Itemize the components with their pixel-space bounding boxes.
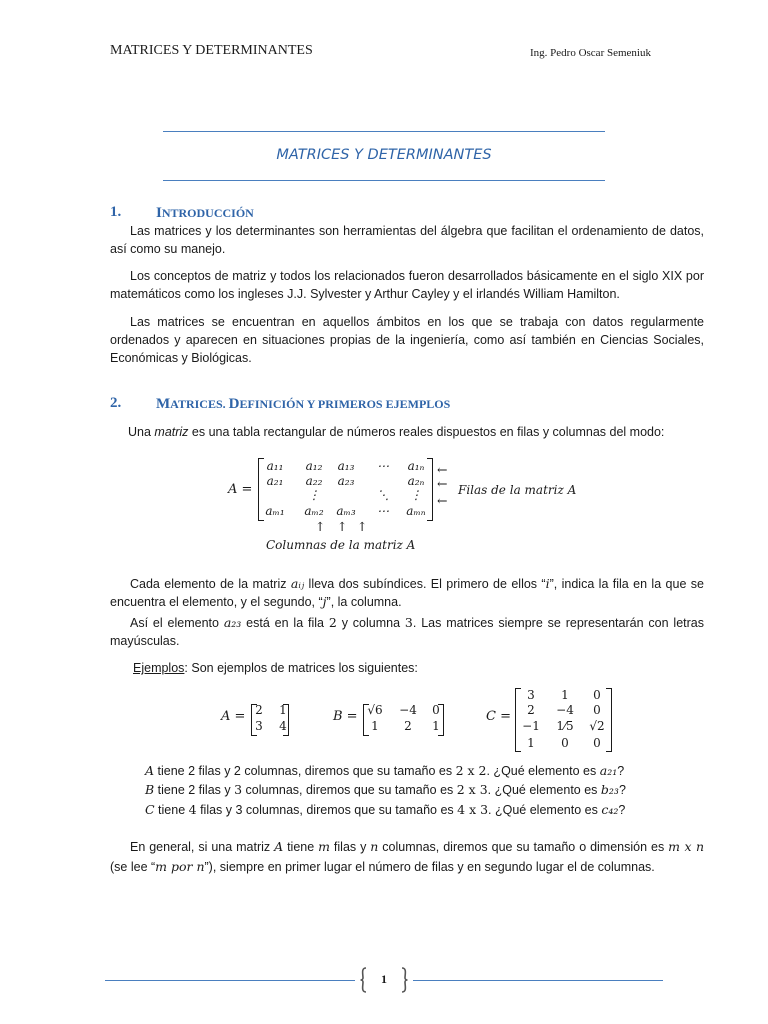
footer-rule-left — [105, 980, 355, 981]
size-a-text: tiene 2 filas y 2 columnas, diremos que su tamaño es — [154, 764, 456, 778]
mC-cell-4-2: 0 — [561, 736, 569, 750]
def-text-post: es una tabla rectangular de números reales dispuestos en filas y columnas del modo: — [188, 425, 665, 439]
elem-text-e: y columna — [336, 616, 405, 630]
running-header-title: MATRICES Y DETERMINANTES — [110, 43, 313, 58]
page-number-box — [360, 967, 408, 993]
mA-cell-2-2: 4 — [279, 719, 287, 733]
section-2-initial-b: D — [228, 396, 240, 412]
gen-cell-1-3: a₁₃ — [337, 459, 355, 473]
gen-math-n: n — [370, 839, 379, 854]
paragraph-element-example — [110, 614, 704, 650]
gen-cell-4-3: aₘ₃ — [336, 504, 356, 518]
title-rule-bottom — [163, 180, 605, 181]
elem-math-2: 2 — [328, 615, 337, 630]
mA-cell-1-1: 2 — [255, 703, 263, 717]
gen-cell-2-2: a₂₂ — [305, 474, 323, 488]
gen-math-mxn: m x n — [668, 839, 704, 854]
section-1-title: NTRODUCCIÓN — [161, 206, 254, 220]
col-arrow-2: ↑ — [337, 519, 348, 534]
gen-math-A: A — [274, 839, 284, 854]
matrix-b-lhs: B = — [333, 709, 358, 724]
size-a-element: a₂₁ — [599, 763, 618, 778]
size-line-b — [145, 781, 705, 799]
mC-cell-2-2: −4 — [556, 703, 574, 717]
section-1-initial: I — [156, 205, 162, 221]
col-arrow-1: ↑ — [315, 519, 326, 534]
elem-math-3: 3 — [404, 615, 413, 630]
size-c-rows: 4 — [188, 802, 197, 817]
size-a-qmark: ? — [617, 764, 625, 778]
mC-cell-3-1: −1 — [522, 719, 540, 733]
section-1-number: 1. — [110, 204, 122, 220]
examples-intro — [133, 659, 693, 677]
gen-cell-1-2: a₁₂ — [305, 459, 323, 473]
col-arrow-3: ↑ — [357, 519, 368, 534]
row-arrow-3: ← — [437, 493, 448, 508]
gen-cell-1-4: ⋯ — [377, 459, 389, 473]
row-arrow-1: ← — [437, 462, 448, 477]
matrix-c-lhs: C = — [486, 709, 511, 724]
sub-math-i: i — [545, 576, 550, 591]
size-b-dim: 2 x 3 — [456, 782, 488, 797]
mC-cell-3-2: 1⁄5 — [556, 719, 574, 733]
size-a-letter: A — [145, 763, 155, 778]
mC-cell-4-1: 1 — [527, 736, 535, 750]
section-2-initial-a: M — [156, 396, 171, 412]
mC-cell-3-3: √2 — [589, 719, 605, 733]
size-line-a — [145, 762, 705, 780]
gen-cell-2-5: a₂ₙ — [407, 474, 425, 488]
gen-text-e: filas y — [329, 840, 371, 854]
size-c-letter: C — [145, 802, 155, 817]
mB-cell-1-2: −4 — [399, 703, 417, 717]
gen-cell-3-5: ⋮ — [410, 488, 422, 502]
matrix-a-lhs: A = — [221, 709, 246, 724]
elem-text-a: Así el elemento — [130, 616, 224, 630]
size-a-question: . ¿Qué elemento es — [486, 764, 600, 778]
mB-cell-2-1: 1 — [371, 719, 379, 733]
rows-label: Filas de la matriz A — [458, 483, 577, 497]
gen-cell-2-3: a₂₃ — [337, 474, 355, 488]
paragraph-subscripts — [110, 575, 704, 611]
size-b-element: b₂₃ — [600, 782, 619, 797]
gen-cell-3-2: ⋮ — [308, 488, 320, 502]
size-c-qmark: ? — [618, 803, 626, 817]
page-number: 1 — [381, 972, 387, 986]
mC-cell-1-1: 3 — [527, 688, 535, 702]
paragraph-intro-1: Las matrices y los determinantes son herramientas del álgebra que facilitan el ordenamiento de datos, así como su manejo. — [110, 224, 704, 256]
mC-cell-2-3: 0 — [593, 703, 601, 717]
mB-cell-1-3: 0 — [432, 703, 440, 717]
title-rule-top — [163, 131, 605, 132]
document-title: MATRICES Y DETERMINANTES — [276, 147, 492, 163]
gen-cell-1-5: a₁ₙ — [407, 459, 425, 473]
gen-text-k: ”), siempre en primer lugar el número de filas y en segundo lugar el de columnas. — [204, 860, 655, 874]
mA-cell-1-2: 1 — [279, 703, 287, 717]
mC-cell-2-1: 2 — [527, 703, 535, 717]
size-a-dim: 2 x 2 — [455, 763, 487, 778]
size-b-cols: 3 — [234, 782, 243, 797]
columns-label: Columnas de la matriz A — [266, 538, 416, 552]
size-b-question: . ¿Qué elemento es — [487, 783, 601, 797]
paragraph-general-size — [110, 837, 704, 877]
gen-cell-2-1: a₂₁ — [266, 474, 284, 488]
mA-cell-2-1: 3 — [255, 719, 263, 733]
size-b-text-1: tiene 2 filas y — [154, 783, 235, 797]
gen-cell-1-1: a₁₁ — [266, 459, 284, 473]
sub-text-g: ”, la columna. — [326, 595, 402, 609]
size-c-text-1: tiene — [154, 803, 189, 817]
gen-text-a: En general, si una matriz — [130, 840, 275, 854]
examples-label: Ejemplos — [133, 661, 185, 675]
size-c-element: c₄₂ — [601, 802, 619, 817]
mC-cell-4-3: 0 — [593, 736, 601, 750]
section-2-title-a: ATRICES. — [170, 397, 229, 411]
gen-cell-4-5: aₘₙ — [406, 504, 426, 518]
size-b-letter: B — [145, 782, 155, 797]
paragraph-matrix-definition — [128, 423, 708, 441]
examples-text: : Son ejemplos de matrices los siguientes: — [184, 661, 418, 675]
size-c-text-2: filas y 3 columnas, diremos que su tamaño es — [196, 803, 458, 817]
gen-text-i: (se lee “ — [110, 860, 156, 874]
gen-text-c: tiene — [283, 840, 319, 854]
gen-math-mporn: m por n — [155, 859, 205, 874]
sub-text-e: ”, indica la fila en la que se encuentra el elemento, y el segundo, “ — [110, 577, 704, 609]
section-2-number: 2. — [110, 395, 122, 411]
sub-text-a: Cada elemento de la matriz — [130, 577, 291, 591]
mB-cell-1-1: √6 — [367, 703, 383, 717]
section-2-heading — [110, 395, 610, 415]
gen-cell-4-2: aₘ₂ — [304, 504, 324, 518]
def-text-emphasis: matriz — [154, 425, 189, 439]
paragraph-intro-2: Los conceptos de matriz y todos los relacionados fueron desarrollados básicamente en el siglo XIX por matemáticos como los ingleses J.J. Sylvester y Arthur Cayley y el irlandés William Hamilton. — [110, 269, 704, 301]
gen-cell-4-4: ⋯ — [377, 504, 389, 518]
size-c-question: . ¿Qué elemento es — [488, 803, 602, 817]
gen-cell-3-4: ⋱ — [377, 488, 389, 502]
gen-math-m: m — [318, 839, 330, 854]
section-2-title-b: EFINICIÓN Y PRIMEROS EJEMPLOS — [239, 397, 451, 411]
size-b-text-2: columnas, diremos que su tamaño es — [242, 783, 457, 797]
size-c-dim: 4 x 3 — [457, 802, 489, 817]
row-arrow-2: ← — [437, 476, 448, 491]
size-line-c — [145, 801, 705, 819]
elem-math-a23: a₂₃ — [223, 615, 242, 630]
footer-rule-right — [413, 980, 663, 981]
gen-text-g: columnas, diremos que su tamaño o dimensión es — [378, 840, 669, 854]
elem-text-g: . Las matrices siempre se representarán con letras mayúsculas. — [110, 616, 704, 648]
gen-cell-4-1: aₘ₁ — [265, 504, 285, 518]
mC-cell-1-2: 1 — [561, 688, 569, 702]
mB-cell-2-3: 1 — [432, 719, 440, 733]
sub-math-j: j — [322, 594, 327, 609]
section-1-heading — [110, 204, 510, 224]
size-b-qmark: ? — [618, 783, 626, 797]
sub-math-aij: aᵢⱼ — [290, 576, 305, 591]
elem-text-c: está en la fila — [241, 616, 329, 630]
def-text-pre: Una — [128, 425, 155, 439]
mB-cell-2-2: 2 — [404, 719, 412, 733]
sub-text-c: lleva dos subíndices. El primero de ellos “ — [304, 577, 546, 591]
running-header-author: Ing. Pedro Oscar Semeniuk — [530, 47, 651, 59]
general-matrix-lhs: A = — [228, 482, 253, 497]
paragraph-intro-3: Las matrices se encuentran en aquellos ámbitos en los que se trabaja con datos regularmente ordenados y aparecen en situaciones propias de la ingeniería, como así también en Ciencias Sociales, Económicas y Biológicas. — [110, 315, 704, 365]
mC-cell-1-3: 0 — [593, 688, 601, 702]
